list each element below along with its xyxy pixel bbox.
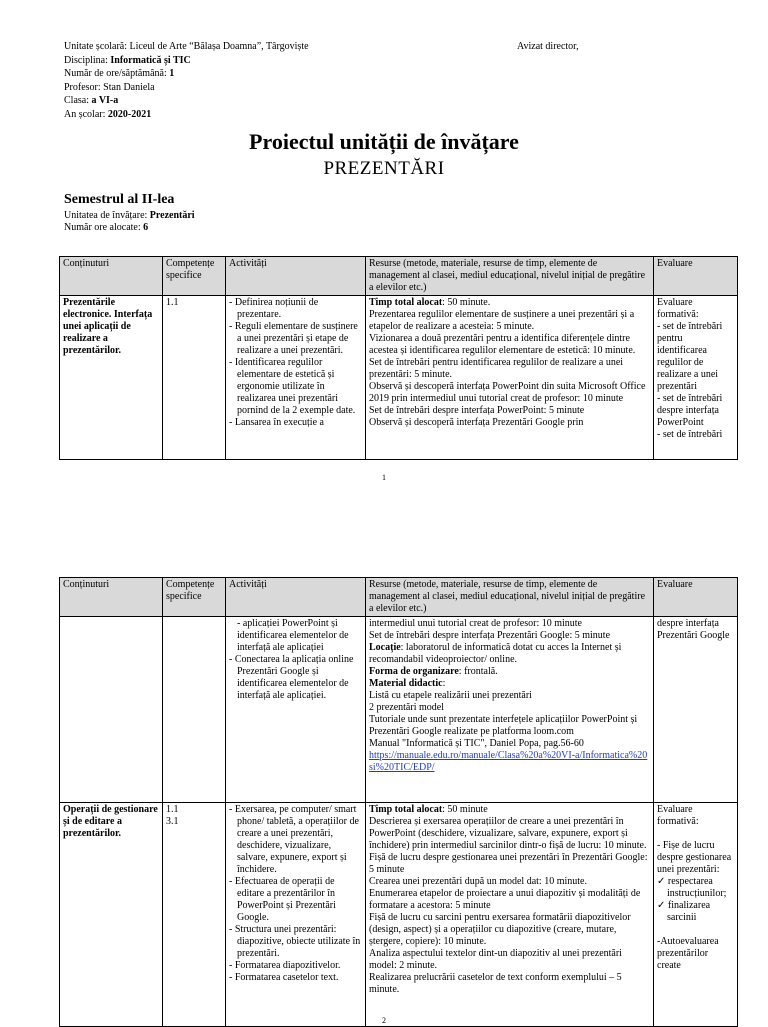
table-row bbox=[60, 296, 738, 460]
cell-competente bbox=[163, 617, 226, 803]
resource-line: Observă și descoperă interfața Prezentări Google prin bbox=[369, 417, 584, 428]
table-row bbox=[60, 617, 738, 803]
resource-line: Set de întrebări despre interfața PowerPoint: 5 minute bbox=[369, 405, 585, 416]
discipline-line: Disciplina: Informatică și TIC bbox=[64, 54, 191, 66]
list-item: - Efectuarea de operații de editare a prezentărilor în PowerPoint și Prezentări Google. bbox=[229, 876, 362, 924]
evaluation-line: - set de întrebări despre interfața PowerPoint bbox=[657, 393, 723, 428]
resource-line: Fișă de lucru despre gestionarea unei prezentări în Prezentări Google: 5 minute bbox=[369, 852, 648, 875]
resource-line: Analiza aspectului textelor dint-un diapozitiv al unei prezentări model: 2 minute. bbox=[369, 948, 622, 971]
list-item: - Formatarea casetelor text. bbox=[229, 972, 362, 984]
cell-evaluare: despre interfața Prezentări Google bbox=[654, 617, 738, 803]
table-header-row bbox=[60, 578, 738, 617]
evaluation-line: Evaluare formativă: bbox=[657, 804, 699, 827]
resource-line: Prezentarea regulilor elementare de susținere a unei prezentări și a etapelor de realizare a acesteia: 5 minute. bbox=[369, 309, 635, 332]
list-item-continued: - aplicației PowerPoint și identificarea elementelor de interfață ale aplicației bbox=[229, 618, 362, 654]
resource-line: Set de întrebări despre interfața Prezentări Google: 5 minute bbox=[369, 630, 611, 641]
list-item: - Formatarea diapozitivelor. bbox=[229, 960, 362, 972]
page-number: 1 bbox=[382, 473, 386, 482]
class-line: Clasa: a VI-a bbox=[64, 95, 119, 106]
material-item: Tutoriale unde sunt prezentate interfețele aplicațiilor PowerPoint și Prezentări Google realizate pe platforma loom.com bbox=[369, 714, 638, 737]
evaluation-line: - Fișe de lucru despre gestionarea unei prezentări: bbox=[657, 840, 732, 875]
material-line: Material didactic: bbox=[369, 678, 446, 689]
plan-table-page1 bbox=[59, 256, 738, 460]
plan-table-page2 bbox=[59, 577, 738, 1027]
evaluation-line: Evaluare formativă: bbox=[657, 297, 699, 320]
resource-line: Realizarea prelucrării casetelor de text conform exemplului – 5 minute. bbox=[369, 972, 622, 995]
resource-line: Crearea unei prezentări după un model dat: 10 minute. bbox=[369, 876, 587, 887]
resource-line: Set de întrebări pentru identificarea regulilor de realizare a unei prezentări: 5 minute. bbox=[369, 357, 624, 380]
material-item: 2 prezentări model bbox=[369, 702, 444, 713]
list-item: - Definirea noțiunii de prezentare. bbox=[229, 297, 362, 321]
hours-line: Număr de ore/săptămână: 1 bbox=[64, 68, 175, 79]
cell-continut: Operații de gestionare și de editare a prezentărilor. bbox=[60, 803, 163, 1027]
resource-line: Descrierea și exersarea operațiilor de creare a unei prezentări în PowerPoint (deschidere, vizualizare, salvare, expunere, export și închidere) prin intermediul sarcinilor dintr-o fișă de lucru: 10 minute. bbox=[369, 816, 647, 851]
list-item: - Exersarea, pe computer/ smart phone/ tabletă, a operațiilor de creare a unei prezentări, deschidere, vizualizare, salvare, expunere, export și închidere. bbox=[229, 804, 362, 876]
cell-activitati bbox=[226, 617, 366, 803]
cell-continut: Prezentările electronice. Interfața unei aplicații de realizare a prezentărilor. bbox=[60, 296, 163, 460]
list-item: - Conectarea la aplicația online Prezentări Google și identificarea elementelor de interfață ale aplicației. bbox=[229, 654, 362, 702]
resource-line: Enumerarea etapelor de proiectare a unui diapozitiv și modalități de formatare a acestora: 5 minute bbox=[369, 888, 641, 911]
time-line: Timp total alocat: 50 minute bbox=[369, 804, 488, 815]
col-header-continut: Conținuturi bbox=[60, 578, 163, 617]
cell-evaluare bbox=[654, 803, 738, 1027]
school-line: Unitate școlară: Liceul de Arte “Bălașa Doamna”, Târgoviște bbox=[64, 41, 309, 52]
material-item: Listă cu etapele realizării unei prezentări bbox=[369, 690, 532, 701]
competence-item: 3.1 bbox=[166, 816, 179, 827]
material-item: Manual "Informatică și TIC", Daniel Popa, pag.56-60 bbox=[369, 738, 584, 749]
list-item: - Structura unei prezentări: diapozitive, obiecte utilizate în prezentări. bbox=[229, 924, 362, 960]
unit-line: Unitatea de învățare: Prezentări bbox=[64, 210, 195, 221]
col-header-competente: Competențe specifice bbox=[163, 578, 226, 617]
location-line: Locație: laboratorul de informatică dotat cu acces la Internet și recomandabil videoproiector/ online. bbox=[369, 642, 622, 665]
col-header-continut: Conținuturi bbox=[60, 257, 163, 296]
evaluation-line: - set de întrebări bbox=[657, 429, 723, 440]
cell-continut bbox=[60, 617, 163, 803]
competence-item: 1.1 bbox=[166, 804, 179, 815]
approval-line: Avizat director, bbox=[517, 41, 579, 52]
evaluation-line: -Autoevaluarea prezentărilor create bbox=[657, 936, 719, 971]
col-header-resurse: Resurse (metode, materiale, resurse de timp, elemente de management al clasei, mediul educațional, nivelul inițial de pregătire a elevilor etc.) bbox=[366, 257, 654, 296]
resource-line: Observă și descoperă interfața PowerPoint din suita Microsoft Office 2019 prin intermediul unui tutorial creat de profesor: 10 minute bbox=[369, 381, 646, 404]
evaluation-line: - set de întrebări pentru identificarea regulilor de realizare a unei prezentări bbox=[657, 321, 723, 392]
resource-line: intermediul unui tutorial creat de profesor: 10 minute bbox=[369, 618, 582, 629]
cell-resurse bbox=[366, 617, 654, 803]
table-row bbox=[60, 803, 738, 1027]
page-subtitle: PREZENTĂRI bbox=[323, 158, 445, 179]
page-title: Proiectul unității de învățare bbox=[249, 129, 519, 154]
manual-link[interactable]: https://manuale.edu.ro/manuale/Clasa%20a%20VI-a/Informatica%20si%20TIC/EDP/ bbox=[369, 750, 648, 773]
cell-competente bbox=[163, 803, 226, 1027]
col-header-evaluare: Evaluare bbox=[654, 578, 738, 617]
teacher-line: Profesor: Stan Daniela bbox=[64, 81, 155, 93]
evaluation-checklist bbox=[657, 876, 734, 924]
resource-line: Vizionarea a două prezentări pentru a identifica diferențele dintre acestea și identificarea regulilor elementare de estetică: 10 minute. bbox=[369, 333, 636, 356]
cell-resurse bbox=[366, 296, 654, 460]
check-item: ✓ finalizarea sarcinii bbox=[657, 900, 734, 924]
col-header-activitati: Activități bbox=[226, 257, 366, 296]
cell-evaluare bbox=[654, 296, 738, 460]
page-number: 2 bbox=[382, 1016, 386, 1025]
table-header-row bbox=[60, 257, 738, 296]
resource-line: Fișă de lucru cu sarcini pentru exersarea formatării diapozitivelor (design, aspect) și a operațiilor cu diapozitive (creare, mutare, ștergere, copiere): 10 minute. bbox=[369, 912, 631, 947]
time-line: Timp total alocat: 50 minute. bbox=[369, 297, 491, 308]
hours-alloc-line: Număr ore alocate: 6 bbox=[64, 222, 149, 233]
document-header bbox=[64, 40, 309, 121]
col-header-evaluare: Evaluare bbox=[654, 257, 738, 296]
col-header-resurse: Resurse (metode, materiale, resurse de timp, elemente de management al clasei, mediul educațional, nivelul inițial de pregătire a elevilor etc.) bbox=[366, 578, 654, 617]
list-item: - Reguli elementare de susținere a unei prezentări și etape de realizare a unei prezentări. bbox=[229, 321, 362, 357]
cell-competente: 1.1 bbox=[163, 296, 226, 460]
school-year-line: An școlar: 2020-2021 bbox=[64, 108, 152, 120]
list-item: - Lansarea în execuție a bbox=[229, 417, 362, 429]
list-item: - Identificarea regulilor elementare de estetică și ergonomie utilizate în realizarea unei prezentări pornind de la 2 exemple date. bbox=[229, 357, 362, 417]
check-item: ✓ respectarea instrucțiunilor; bbox=[657, 876, 734, 900]
cell-resurse bbox=[366, 803, 654, 1027]
cell-activitati bbox=[226, 803, 366, 1027]
col-header-activitati: Activități bbox=[226, 578, 366, 617]
semester-heading: Semestrul al II-lea bbox=[64, 192, 175, 207]
organization-line: Forma de organizare: frontală. bbox=[369, 666, 498, 677]
col-header-competente: Competențe specifice bbox=[163, 257, 226, 296]
unit-info bbox=[64, 210, 195, 234]
cell-activitati bbox=[226, 296, 366, 460]
